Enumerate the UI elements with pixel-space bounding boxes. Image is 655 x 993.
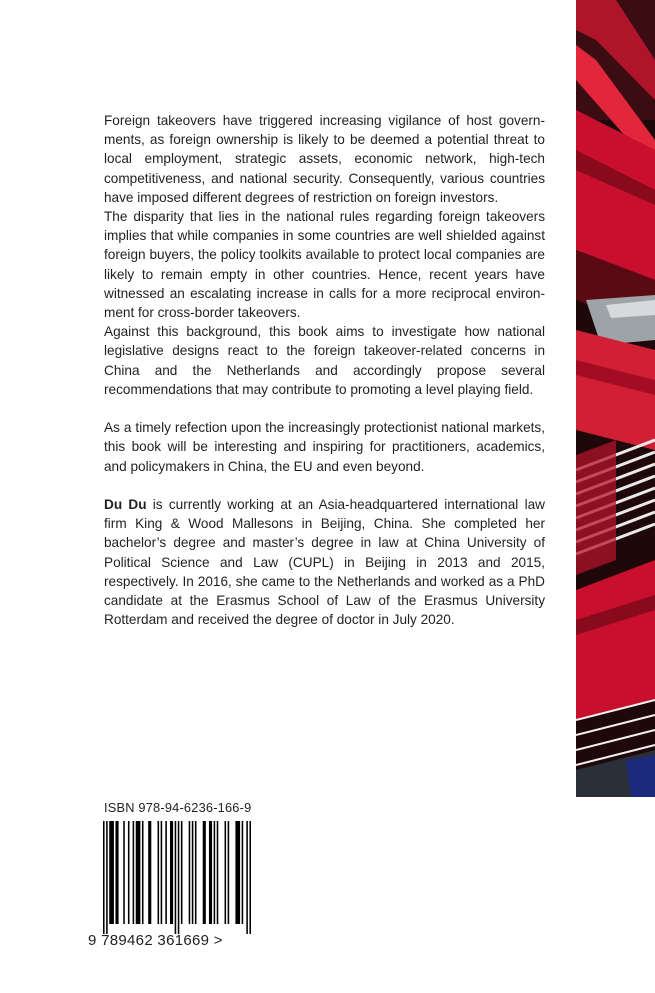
blurb-paragraph-3: Against this background, this book aims to investigate how national legislative designs react to the foreign takeover-related concerns in China and the Netherlands and accordingly propose several recommendations that may contribute to promoting a level playing field. — [104, 324, 545, 397]
isbn-label: ISBN 978-94-6236-166-9 — [104, 800, 252, 815]
barcode-bar — [142, 821, 144, 924]
blurb-paragraph-2: The disparity that lies in the national rules regarding foreign takeovers implies that while companies in some countries are well shielded against foreign buyers, the policy toolkits available to protect local companies are likely to remain empty in other countries. Hence, recent years have witnessed an escalating increase in calls for a more reciprocal environment for cross-border takeovers. — [104, 209, 545, 321]
barcode-bar — [178, 821, 180, 934]
red-architecture-photo-icon — [576, 0, 655, 797]
cover-photo-strip — [576, 0, 655, 797]
barcode-bar — [217, 821, 219, 924]
ean13-barcode-icon — [103, 821, 251, 936]
barcode-bar — [175, 821, 177, 934]
barcode-bar — [133, 821, 135, 924]
barcode-bar — [214, 821, 216, 924]
blurb-paragraph-1: Foreign takeovers have triggered increasing vigilance of host governments, as foreign ownership is likely to be deemed a potential threat to local employment, strategic assets, economic network, high-tech competitiveness, and national security. Consequently, various countries have imposed different degrees of restriction on foreign investors. — [104, 113, 545, 205]
barcode-bar — [242, 821, 244, 924]
barcode-bar — [148, 821, 151, 924]
barcode-bar — [209, 821, 212, 924]
barcode-bar — [128, 821, 130, 924]
barcode-bar — [225, 821, 227, 924]
barcode-bar — [189, 821, 191, 924]
barcode-bar — [161, 821, 163, 924]
barcode-bar — [246, 821, 248, 934]
author-bio — [104, 495, 545, 629]
barcode-bar — [109, 821, 114, 924]
barcode-bar — [158, 821, 160, 924]
barcode-bar — [106, 821, 108, 934]
barcode-bar — [203, 821, 206, 924]
author-bio-text: is currently working at an Asia-headquartered international law firm King & Wood Mallesons in Beijing, China. She completed her bachelor’s degree and master’s degree in law at China University of Political Science and Law (CUPL) in Beijing in 2013 and 2015, respectively. In 2016, she came to the Netherlands and worked as a PhD candidate at the Erasmus School of Law of the Erasmus University Rotterdam and received the degree of doctor in July 2020. — [104, 497, 545, 628]
barcode-digits: 9 789462 361669 > — [88, 932, 223, 949]
blurb-paragraph-4: As a timely refection upon the increasingly protectionist national markets, this book will be interesting and inspiring for practitioners, academics, and policymakers in China, the EU and even beyond. — [104, 420, 545, 474]
barcode-bar — [170, 821, 173, 924]
barcode-bar — [195, 821, 197, 924]
barcode-bar — [192, 821, 194, 924]
back-cover-text — [104, 111, 545, 629]
barcode-bar — [235, 821, 240, 924]
barcode-bar — [249, 821, 251, 934]
barcode-bar — [228, 821, 230, 924]
barcode-bar — [123, 821, 125, 924]
author-name: Du Du — [104, 497, 147, 513]
barcode-bar — [165, 821, 167, 924]
barcode-bar — [115, 821, 118, 924]
barcode-bar — [103, 821, 105, 934]
barcode-bar — [136, 821, 141, 924]
barcode-bar — [181, 821, 183, 924]
